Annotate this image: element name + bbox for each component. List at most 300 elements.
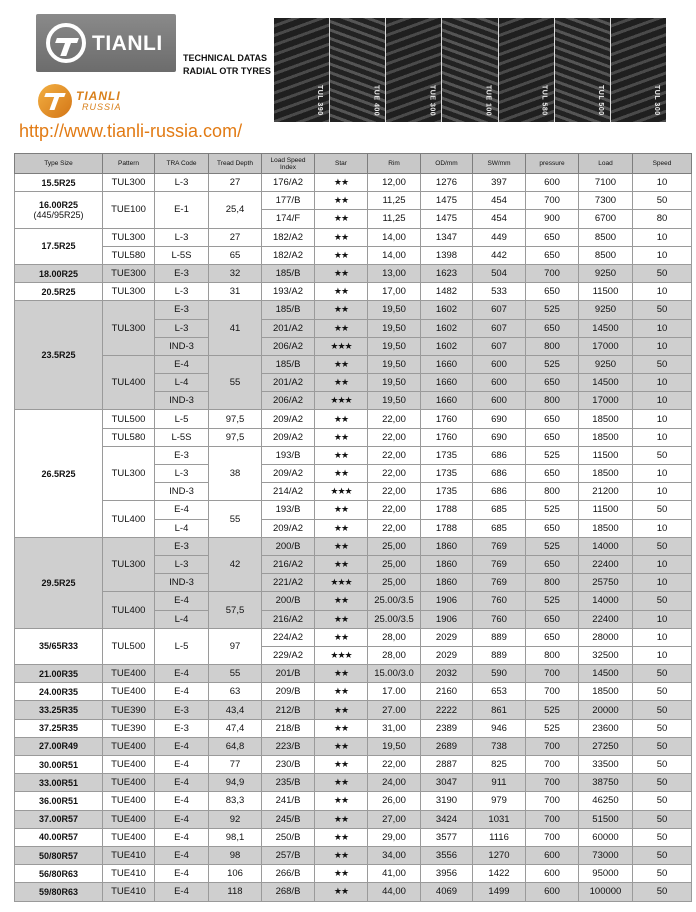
star-cell: ★★: [315, 465, 368, 483]
load-speed-index-cell: 216/A2: [262, 610, 315, 628]
speed-cell: 10: [633, 337, 692, 355]
pattern-cell: TUE390: [103, 701, 155, 719]
speed-cell: 10: [633, 574, 692, 592]
table-row: [15, 865, 692, 883]
tread-depth-cell: 31: [209, 283, 262, 301]
type-size-cell: [15, 792, 103, 810]
sw-cell: 686: [473, 465, 526, 483]
load-cell: 51500: [579, 810, 633, 828]
speed-cell: 50: [633, 264, 692, 282]
od-cell: 1788: [421, 501, 473, 519]
sw-cell: 760: [473, 610, 526, 628]
load-cell: 23600: [579, 719, 633, 737]
tread-depth-cell: 43,4: [209, 701, 262, 719]
pattern-cell: TUL400: [103, 501, 155, 537]
load-speed-index-cell: 185/B: [262, 355, 315, 373]
column-header: pressure: [526, 154, 579, 174]
od-cell: 4069: [421, 883, 473, 901]
pressure-cell: 525: [526, 446, 579, 464]
sw-cell: 769: [473, 555, 526, 573]
load-cell: 22400: [579, 555, 633, 573]
pattern-cell: TUE400: [103, 774, 155, 792]
pressure-cell: 650: [526, 246, 579, 264]
column-header: TRA Code: [155, 154, 209, 174]
star-cell: ★★: [315, 737, 368, 755]
rim-cell: 22,00: [368, 428, 421, 446]
rim-cell: 25.00/3.5: [368, 610, 421, 628]
rim-cell: 25,00: [368, 537, 421, 555]
star-cell: ★★: [315, 428, 368, 446]
od-cell: 1602: [421, 319, 473, 337]
rim-cell: 25.00/3.5: [368, 592, 421, 610]
od-cell: 1735: [421, 446, 473, 464]
website-link[interactable]: http://www.tianli-russia.com/: [19, 121, 243, 141]
load-cell: 8500: [579, 228, 633, 246]
speed-cell: 10: [633, 374, 692, 392]
tread-depth-cell: 65: [209, 246, 262, 264]
star-cell: ★★: [315, 446, 368, 464]
load-cell: 21200: [579, 483, 633, 501]
load-speed-index-cell: 241/B: [262, 792, 315, 810]
load-speed-index-cell: 193/A2: [262, 283, 315, 301]
tread-depth-cell: 97,5: [209, 410, 262, 428]
star-cell: ★★: [315, 883, 368, 901]
rim-cell: 15.00/3.0: [368, 665, 421, 683]
rim-cell: 11,25: [368, 192, 421, 210]
load-cell: 20000: [579, 701, 633, 719]
star-cell: ★★: [315, 592, 368, 610]
tra-code-cell: E-3: [155, 701, 209, 719]
tra-code-cell: E-3: [155, 264, 209, 282]
tra-code-cell: L-3: [155, 465, 209, 483]
od-cell: 1906: [421, 610, 473, 628]
tire-image: [499, 18, 554, 122]
tra-code-cell: L-4: [155, 519, 209, 537]
rim-cell: 19,50: [368, 392, 421, 410]
table-row: [15, 846, 692, 864]
sw-cell: 600: [473, 355, 526, 373]
pressure-cell: 525: [526, 719, 579, 737]
load-speed-index-cell: 182/A2: [262, 246, 315, 264]
speed-cell: 50: [633, 737, 692, 755]
load-speed-index-cell: 176/A2: [262, 174, 315, 192]
type-size: 17.5R25: [41, 241, 76, 252]
tire-photo-strip: [274, 18, 666, 122]
column-header: SW/mm: [473, 154, 526, 174]
russia-logo-sub: RUSSIA: [82, 102, 122, 112]
star-cell: ★★: [315, 665, 368, 683]
star-cell: ★★: [315, 228, 368, 246]
pressure-cell: 900: [526, 210, 579, 228]
pressure-cell: 700: [526, 792, 579, 810]
rim-cell: 11,25: [368, 210, 421, 228]
load-speed-index-cell: 193/B: [262, 501, 315, 519]
od-cell: 1276: [421, 174, 473, 192]
rim-cell: 19,50: [368, 337, 421, 355]
pattern-cell: TUL400: [103, 592, 155, 628]
load-cell: 27250: [579, 737, 633, 755]
od-cell: 1760: [421, 428, 473, 446]
sw-cell: 1499: [473, 883, 526, 901]
pressure-cell: 600: [526, 846, 579, 864]
load-cell: 32500: [579, 646, 633, 664]
od-cell: 3577: [421, 828, 473, 846]
pressure-cell: 650: [526, 610, 579, 628]
od-cell: 3556: [421, 846, 473, 864]
speed-cell: 10: [633, 646, 692, 664]
specification-table: [14, 153, 692, 902]
type-size: 15.5R25: [41, 177, 76, 188]
load-cell: 8500: [579, 246, 633, 264]
pattern-cell: TUE410: [103, 865, 155, 883]
pressure-cell: 600: [526, 865, 579, 883]
tread-depth-cell: 55: [209, 665, 262, 683]
load-speed-index-cell: 209/B: [262, 683, 315, 701]
load-speed-index-cell: 201/A2: [262, 374, 315, 392]
sw-cell: 607: [473, 301, 526, 319]
load-cell: 17000: [579, 337, 633, 355]
pressure-cell: 650: [526, 374, 579, 392]
star-cell: ★★: [315, 501, 368, 519]
pressure-cell: 700: [526, 683, 579, 701]
rim-cell: 41,00: [368, 865, 421, 883]
speed-cell: 50: [633, 592, 692, 610]
table-row: [15, 264, 692, 282]
rim-cell: 22,00: [368, 519, 421, 537]
pattern-cell: TUE400: [103, 756, 155, 774]
load-speed-index-cell: 200/B: [262, 537, 315, 555]
star-cell: ★★: [315, 210, 368, 228]
pressure-cell: 650: [526, 555, 579, 573]
column-header: Rim: [368, 154, 421, 174]
tra-code-cell: IND-3: [155, 574, 209, 592]
rim-cell: 22,00: [368, 483, 421, 501]
od-cell: 1482: [421, 283, 473, 301]
type-size: 30.00R51: [38, 759, 79, 770]
load-speed-index-cell: 257/B: [262, 846, 315, 864]
load-cell: 33500: [579, 756, 633, 774]
tire-label: TUE 100: [484, 84, 492, 116]
column-header: OD/mm: [421, 154, 473, 174]
load-speed-index-cell: 177/B: [262, 192, 315, 210]
od-cell: 1660: [421, 374, 473, 392]
load-cell: 95000: [579, 865, 633, 883]
load-cell: 18500: [579, 465, 633, 483]
type-size-cell: [15, 628, 103, 664]
pattern-cell: TUL300: [103, 537, 155, 592]
tra-code-cell: L-3: [155, 228, 209, 246]
tra-code-cell: L-3: [155, 174, 209, 192]
load-speed-index-cell: 266/B: [262, 865, 315, 883]
sw-cell: 1116: [473, 828, 526, 846]
sw-cell: 600: [473, 374, 526, 392]
table-row: [15, 719, 692, 737]
pattern-cell: TUE400: [103, 810, 155, 828]
pressure-cell: 700: [526, 828, 579, 846]
speed-cell: 50: [633, 537, 692, 555]
type-size-cell: [15, 701, 103, 719]
star-cell: ★★: [315, 683, 368, 701]
tire-image: [274, 18, 329, 122]
load-speed-index-cell: 174/F: [262, 210, 315, 228]
load-cell: 73000: [579, 846, 633, 864]
od-cell: 2032: [421, 665, 473, 683]
od-cell: 2389: [421, 719, 473, 737]
load-cell: 18500: [579, 428, 633, 446]
pattern-cell: TUE100: [103, 192, 155, 228]
load-speed-index-cell: 209/A2: [262, 519, 315, 537]
pressure-cell: 700: [526, 192, 579, 210]
tread-depth-cell: 118: [209, 883, 262, 901]
load-cell: 9250: [579, 301, 633, 319]
sw-cell: 738: [473, 737, 526, 755]
column-header: Tread Depth: [209, 154, 262, 174]
speed-cell: 10: [633, 610, 692, 628]
star-cell: ★★★: [315, 392, 368, 410]
od-cell: 1906: [421, 592, 473, 610]
table-row: [15, 683, 692, 701]
tread-depth-cell: 94,9: [209, 774, 262, 792]
type-size-cell: [15, 810, 103, 828]
speed-cell: 10: [633, 519, 692, 537]
type-size-cell: [15, 683, 103, 701]
pattern-cell: TUL500: [103, 628, 155, 664]
od-cell: 2222: [421, 701, 473, 719]
rim-cell: 34,00: [368, 846, 421, 864]
pressure-cell: 650: [526, 228, 579, 246]
pattern-cell: TUE390: [103, 719, 155, 737]
load-speed-index-cell: 206/A2: [262, 392, 315, 410]
type-size: 59/80R63: [38, 886, 79, 897]
sw-cell: 825: [473, 756, 526, 774]
od-cell: 1760: [421, 410, 473, 428]
speed-cell: 50: [633, 792, 692, 810]
tra-code-cell: E-4: [155, 592, 209, 610]
tra-code-cell: E-4: [155, 865, 209, 883]
tread-depth-cell: 42: [209, 537, 262, 592]
table-row: [15, 174, 692, 192]
sw-cell: 889: [473, 628, 526, 646]
load-speed-index-cell: 250/B: [262, 828, 315, 846]
speed-cell: 50: [633, 665, 692, 683]
speed-cell: 50: [633, 774, 692, 792]
speed-cell: 50: [633, 846, 692, 864]
pressure-cell: 600: [526, 883, 579, 901]
speed-cell: 10: [633, 228, 692, 246]
rim-cell: 31,00: [368, 719, 421, 737]
type-size: 33.00R51: [38, 777, 79, 788]
column-header: Star: [315, 154, 368, 174]
tire-image: [555, 18, 610, 122]
star-cell: ★★: [315, 719, 368, 737]
od-cell: 1623: [421, 264, 473, 282]
pattern-cell: TUE400: [103, 737, 155, 755]
load-cell: 18500: [579, 683, 633, 701]
star-cell: ★★: [315, 865, 368, 883]
pressure-cell: 650: [526, 410, 579, 428]
type-size: 20.5R25: [41, 286, 76, 297]
tread-depth-cell: 32: [209, 264, 262, 282]
speed-cell: 10: [633, 246, 692, 264]
pressure-cell: 700: [526, 810, 579, 828]
star-cell: ★★: [315, 774, 368, 792]
tra-code-cell: E-3: [155, 446, 209, 464]
table-row: [15, 428, 692, 446]
load-speed-index-cell: 245/B: [262, 810, 315, 828]
speed-cell: 50: [633, 192, 692, 210]
type-size-cell: [15, 865, 103, 883]
sw-cell: 1270: [473, 846, 526, 864]
rim-cell: 22,00: [368, 501, 421, 519]
load-speed-index-cell: 214/A2: [262, 483, 315, 501]
rim-cell: 29,00: [368, 828, 421, 846]
pattern-cell: TUL580: [103, 246, 155, 264]
speed-cell: 50: [633, 701, 692, 719]
pressure-cell: 700: [526, 264, 579, 282]
sw-cell: 769: [473, 537, 526, 555]
tra-code-cell: L-5: [155, 410, 209, 428]
sw-cell: 454: [473, 210, 526, 228]
pressure-cell: 650: [526, 283, 579, 301]
type-size-alt: (445/95R25): [33, 209, 84, 220]
sw-cell: 1031: [473, 810, 526, 828]
pattern-cell: TUL300: [103, 228, 155, 246]
sw-cell: 449: [473, 228, 526, 246]
tread-depth-cell: 106: [209, 865, 262, 883]
sw-cell: 533: [473, 283, 526, 301]
type-size: 23.5R25: [41, 350, 76, 361]
od-cell: 1347: [421, 228, 473, 246]
tread-depth-cell: 41: [209, 301, 262, 356]
od-cell: 2160: [421, 683, 473, 701]
table-row: [15, 410, 692, 428]
sw-cell: 442: [473, 246, 526, 264]
rim-cell: 25,00: [368, 555, 421, 573]
column-header: Speed: [633, 154, 692, 174]
tire-image: [442, 18, 497, 122]
tra-code-cell: E-3: [155, 537, 209, 555]
rim-cell: 22,00: [368, 465, 421, 483]
tianli-logo: [36, 14, 176, 72]
rim-cell: 22,00: [368, 410, 421, 428]
star-cell: ★★: [315, 374, 368, 392]
load-cell: 11500: [579, 446, 633, 464]
star-cell: ★★: [315, 519, 368, 537]
table-row: [15, 301, 692, 319]
sw-cell: 653: [473, 683, 526, 701]
rim-cell: 19,50: [368, 374, 421, 392]
tread-depth-cell: 92: [209, 810, 262, 828]
type-size: 27.00R49: [38, 741, 79, 752]
table-header-row: [15, 154, 692, 174]
pressure-cell: 700: [526, 737, 579, 755]
rim-cell: 25,00: [368, 574, 421, 592]
rim-cell: 27,00: [368, 810, 421, 828]
sw-cell: 979: [473, 792, 526, 810]
tra-code-cell: E-4: [155, 792, 209, 810]
sw-cell: 690: [473, 410, 526, 428]
load-cell: 14500: [579, 665, 633, 683]
sw-cell: 769: [473, 574, 526, 592]
speed-cell: 10: [633, 174, 692, 192]
tra-code-cell: L-4: [155, 610, 209, 628]
load-cell: 100000: [579, 883, 633, 901]
pattern-cell: TUE400: [103, 683, 155, 701]
tra-code-cell: E-4: [155, 737, 209, 755]
tra-code-cell: L-5: [155, 628, 209, 664]
tra-code-cell: L-5S: [155, 428, 209, 446]
load-speed-index-cell: 209/A2: [262, 410, 315, 428]
tire-label: TUE 400: [372, 84, 380, 116]
tire-image: [330, 18, 385, 122]
load-cell: 60000: [579, 828, 633, 846]
speed-cell: 50: [633, 301, 692, 319]
pressure-cell: 700: [526, 756, 579, 774]
tra-code-cell: IND-3: [155, 392, 209, 410]
sw-cell: 686: [473, 446, 526, 464]
type-size-cell: [15, 174, 103, 192]
od-cell: 1860: [421, 555, 473, 573]
table-row: [15, 756, 692, 774]
document-heading: [183, 52, 271, 78]
load-speed-index-cell: 230/B: [262, 756, 315, 774]
type-size-cell: [15, 737, 103, 755]
load-speed-index-cell: 229/A2: [262, 646, 315, 664]
tra-code-cell: E-4: [155, 683, 209, 701]
table-row: [15, 283, 692, 301]
tra-code-cell: L-3: [155, 283, 209, 301]
table-row: [15, 501, 692, 519]
star-cell: ★★: [315, 701, 368, 719]
speed-cell: 50: [633, 355, 692, 373]
tianli-emblem-icon: [46, 23, 86, 63]
load-cell: 18500: [579, 519, 633, 537]
pressure-cell: 600: [526, 174, 579, 192]
type-size: 26.5R25: [41, 468, 76, 479]
sw-cell: 590: [473, 665, 526, 683]
load-speed-index-cell: 193/B: [262, 446, 315, 464]
pattern-cell: TUE400: [103, 792, 155, 810]
speed-cell: 50: [633, 683, 692, 701]
od-cell: 2029: [421, 628, 473, 646]
pattern-cell: TUL300: [103, 446, 155, 501]
table-row: [15, 628, 692, 646]
od-cell: 1788: [421, 519, 473, 537]
load-cell: 38750: [579, 774, 633, 792]
type-size: 37.00R57: [38, 814, 79, 825]
star-cell: ★★: [315, 610, 368, 628]
tra-code-cell: E-4: [155, 810, 209, 828]
speed-cell: 50: [633, 501, 692, 519]
table-row: [15, 701, 692, 719]
tread-depth-cell: 25,4: [209, 192, 262, 228]
russia-logo-name: TIANLI: [76, 89, 121, 103]
speed-cell: 50: [633, 883, 692, 901]
load-speed-index-cell: 268/B: [262, 883, 315, 901]
od-cell: 3190: [421, 792, 473, 810]
table-row: [15, 883, 692, 901]
od-cell: 1398: [421, 246, 473, 264]
type-size-cell: [15, 301, 103, 410]
column-header: Type Size: [15, 154, 103, 174]
type-size: 35/65R33: [38, 641, 79, 652]
load-cell: 11500: [579, 501, 633, 519]
tire-image: [611, 18, 666, 122]
header: [0, 0, 696, 150]
tread-depth-cell: 83,3: [209, 792, 262, 810]
load-cell: 17000: [579, 392, 633, 410]
pattern-cell: TUE400: [103, 828, 155, 846]
